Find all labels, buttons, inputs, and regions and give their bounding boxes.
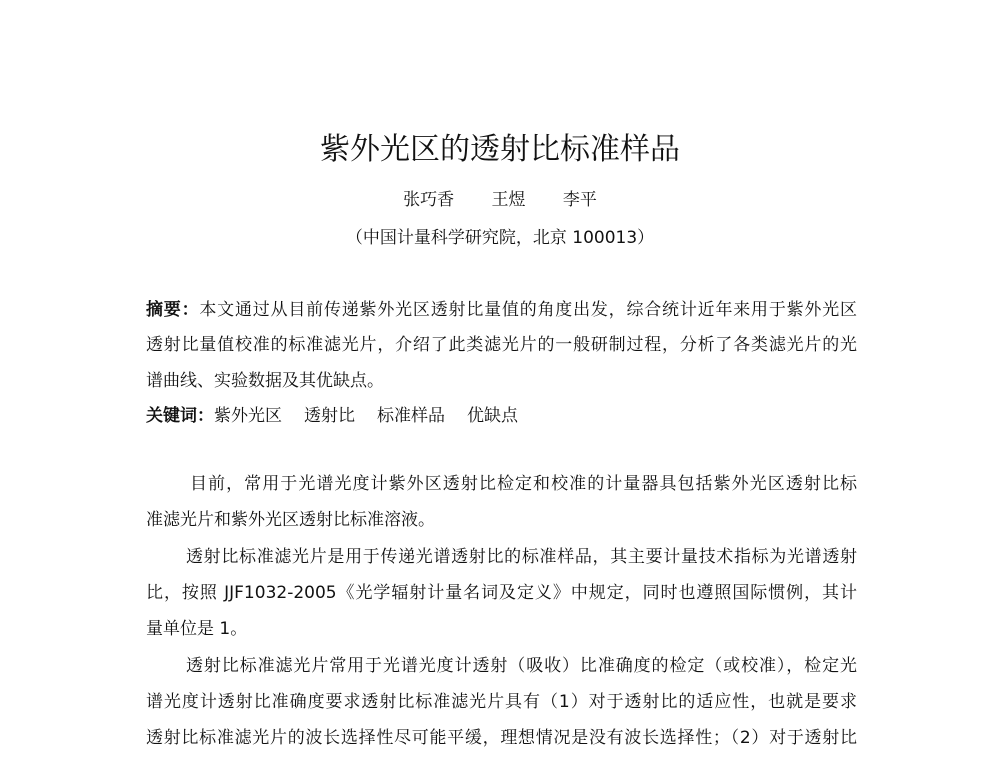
abstract-text: 本文通过从目前传递紫外光区透射比量值的角度出发，综合统计近年来用于紫外光区 [199,300,858,320]
body-line: 比，按照 JJF1032-2005《光学辐射计量名词及定义》中规定，同时也遵照国际惯例，其计 [146,583,857,603]
paper-title: 紫外光区的透射比标准样品 [320,132,680,167]
body-line: 透射比标准滤光片常用于光谱光度计透射（吸收）比准确度的检定（或校准），检定光 [186,656,857,676]
author-list [0,188,1000,212]
author: 张巧香 [403,190,455,210]
body-line: 谱光度计透射比准确度要求透射比标准滤光片具有（1）对于透射比的适应性，也就是要求 [146,692,857,712]
body-line: 准滤光片和紫外光区透射比标准溶液。 [146,510,435,530]
abstract-line [146,298,857,322]
body-line: 透射比标准滤光片的波长选择性尽可能平缓，理想情况是没有波长选择性；（2）对于透射比 [146,728,857,748]
author: 李平 [562,190,597,210]
keyword: 优缺点 [467,406,518,426]
abstract-line: 谱曲线、实验数据及其优缺点。 [146,371,384,391]
author: 王煜 [491,190,526,210]
keyword: 标准样品 [377,406,445,426]
keyword: 紫外光区 [214,406,282,426]
keywords-label: 关键词： [146,406,214,426]
body-line: 量单位是 1。 [146,619,248,639]
keywords [146,404,857,428]
body-line: 目前，常用于光谱光度计紫外区透射比检定和校准的计量器具包括紫外光区透射比标 [190,474,857,494]
body-line: 透射比标准滤光片是用于传递光谱透射比的标准样品，其主要计量技术指标为光谱透射 [186,547,857,567]
abstract-label: 摘要： [146,300,200,320]
abstract-line: 透射比量值校准的标准滤光片，介绍了此类滤光片的一般研制过程，分析了各类滤光片的光 [146,335,857,355]
keyword: 透射比 [304,406,355,426]
affiliation: （中国计量科学研究院，北京 100013） [345,228,655,248]
